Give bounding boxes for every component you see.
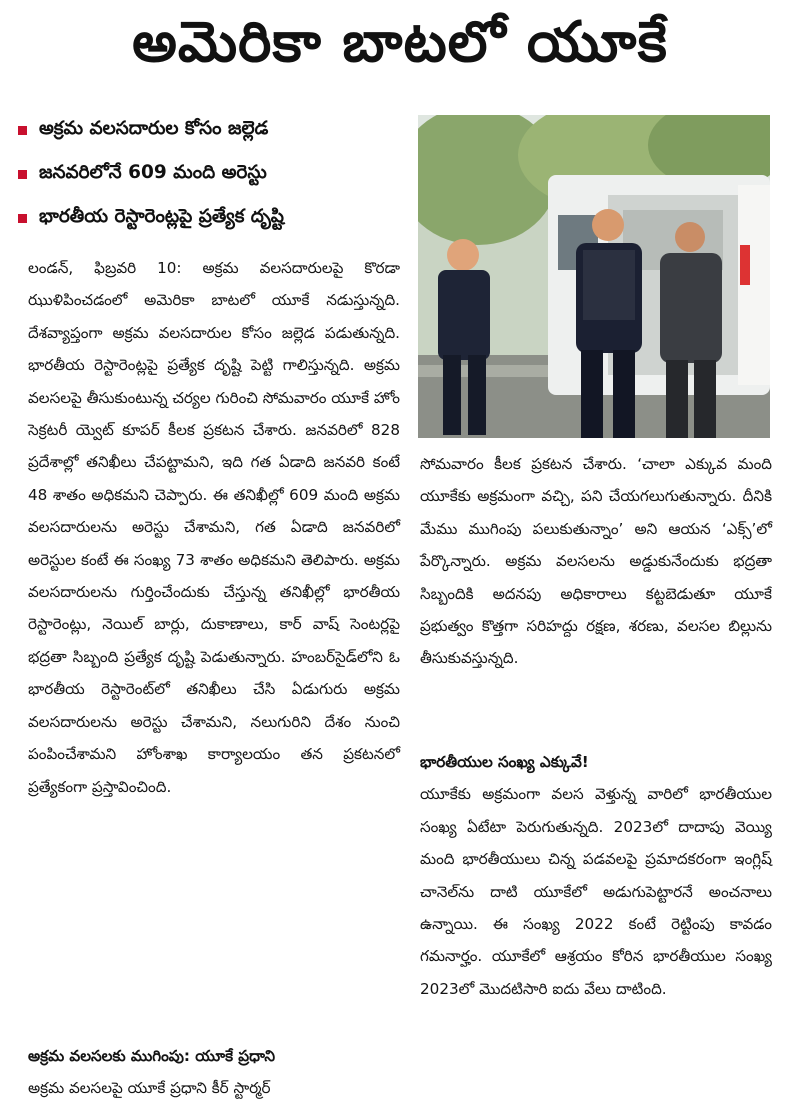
bullet-text: భారతీయ రెస్టారెంట్లపై ప్రత్యేక దృష్టి — [39, 205, 284, 227]
bullet-text: జనవరిలోనే 609 మంది అరెస్టు — [39, 161, 267, 183]
bullet-item — [18, 152, 410, 196]
left-column-body — [28, 252, 400, 803]
news-photo — [418, 115, 770, 438]
left-column-tail — [28, 1040, 400, 1105]
right-column-tail — [420, 746, 772, 1005]
subheading: భారతీయుల సంఖ్య ఎక్కువే! — [420, 753, 589, 771]
paragraph: యూకేకు అక్రమంగా వలస వెళ్తున్న వారిలో భారతీయుల సంఖ్య ఏటేటా పెరుగుతున్నది. 2023లో దాదాపు వెయ్యి మంది భారతీయులు చిన్న పడవలపై ప్రమాదకరంగా ఇంగ్లిష్ చానెల్‌ను దాటి యూకేలో అడుగుపెట్టారనే అంచనాలు ఉన్నాయి. ఈ సంఖ్య 2022 కంటే రెట్టింపు కావడం గమనార్హం. యూకేలో ఆశ్రయం కోరిన భారతీయుల సంఖ్య 2023లో మొదటిసారి ఐదు వేలు దాటింది. — [420, 785, 772, 998]
bullet-item — [18, 108, 410, 152]
headline: అమెరికా బాటలో యూకే — [132, 9, 668, 75]
paragraph: సోమవారం కీలక ప్రకటన చేశారు. ‘చాలా ఎక్కువ మంది యూకేకు అక్రమంగా వచ్చి, పని చేయగలుగుతున్నారు. దీనికి మేము ముగింపు పలుకుతున్నాం’ అని ఆయన ‘ఎక్స్’లో పేర్కొన్నారు. అక్రమ వలసలను అడ్డుకునేందుకు భద్రతా సిబ్బందికి అదనపు అధికారాలు కట్టబెడుతూ యూకే ప్రభుత్వం కొత్తగా సరిహద్దు రక్షణ, శరణు, వలసల బిల్లును తీసుకువస్తున్నది. — [420, 455, 772, 668]
bullet-square-icon — [18, 214, 27, 223]
paragraph: అక్రమ వలసలపై యూకే ప్రధాని కీర్ స్టార్మర్ — [28, 1079, 271, 1098]
police-arrest-photo — [418, 115, 770, 438]
subheading: అక్రమ వలసలకు ముగింపు: యూకే ప్రధాని — [28, 1047, 276, 1065]
bullet-list — [18, 108, 410, 240]
bullet-square-icon — [18, 170, 27, 179]
right-column-body — [420, 448, 772, 675]
bullet-item — [18, 196, 410, 240]
bullet-square-icon — [18, 126, 27, 135]
paragraph: లండన్, ఫిబ్రవరి 10: అక్రమ వలసదారులపై కొరడా ఝుళిపించడంలో అమెరికా బాటలో యూకే నడుస్తున్నది. దేశవ్యాప్తంగా అక్రమ వలసదారుల కోసం జల్లెడ పడుతున్నది. భారతీయ రెస్టారెంట్లపై ప్రత్యేక దృష్టి పెట్టి గాలిస్తున్నది. అక్రమ వలసలపై తీసుకుంటున్న చర్యల గురించి సోమవారం యూకే హోం సెక్రటరీ య్వెట్ కూపర్ కీలక ప్రకటన చేశారు. జనవరిలో 828 ప్రదేశాల్లో తనిఖీలు చేపట్టామని, ఇది గత ఏడాది జనవరి కంటే 48 శాతం అధికమని చెప్పారు. ఈ తనిఖీల్లో 609 మంది అక్రమ వలసదారులను అరెస్టు చేశామని, గత ఏడాది జనవరిలో అరెస్టుల కంటే ఈ సంఖ్య 73 శాతం అధికమని తెలిపారు. అక్రమ వలసదారులను గుర్తించేందుకు చేస్తున్న తనిఖీల్లో భారతీయ రెస్టారెంట్లు, నెయిల్ బార్లు, దుకాణాలు, కార్ వాష్ సెంటర్లపై భద్రతా సిబ్బంది ప్రత్యేక దృష్టి పెడుతున్నారు. హంబర్‌సైడ్‌లోని ఓ భారతీయ రెస్టారెంట్‌లో తనిఖీలు చేసి ఏడుగురు అక్రమ వలసదారులను అరెస్టు చేశామని, నలుగురిని దేశం నుంచి పంపించేశామని హోంశాఖ కార్యాలయం తన ప్రకటనలో ప్రత్యేకంగా ప్రస్తావించింది. — [28, 259, 400, 796]
bullet-text: అక్రమ వలసదారుల కోసం జల్లెడ — [39, 117, 269, 139]
